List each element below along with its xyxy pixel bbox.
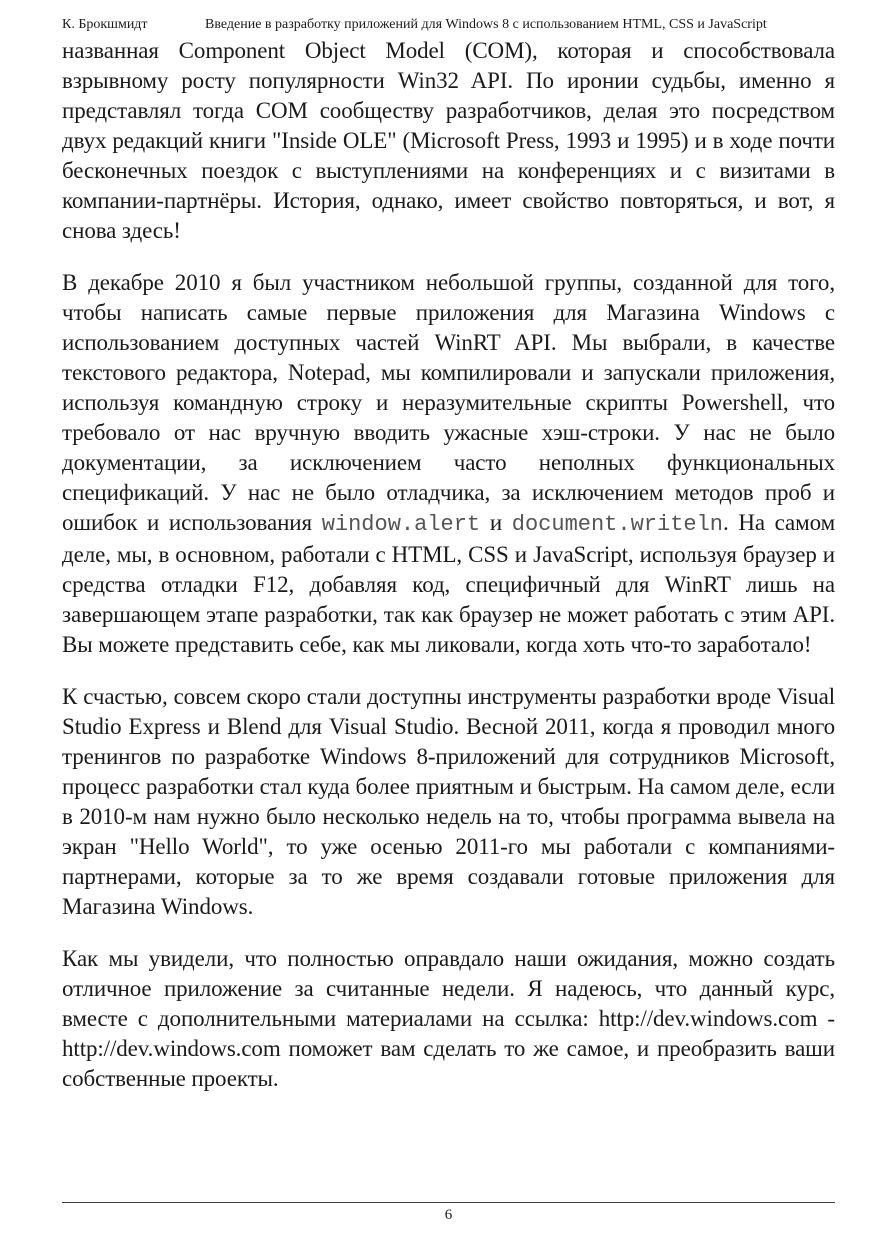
paragraph-tools-2011: К счастью, совсем скоро стали доступны инструменты разработки вроде Visual Studio Express и Blend для Visual Studio. Весной 2011, когда я проводил много тренингов по разработке Windows 8-приложений для сотрудников Microsoft, процесс разработки стал куда более приятным и быстрым. На самом деле, если в 2010-м нам нужно было несколько недель на то, чтобы программа вывела на экран "Hello World", то уже осенью 2011-го мы работали с компаниями-партнерами, которые за то же время создавали готовые приложения для Магазина Windows. xyxy=(62,684,835,919)
header-book-title: Введение в разработку приложений для Windows 8 с использованием HTML, CSS и JavaScript xyxy=(205,17,767,32)
paragraph-december-2010 xyxy=(62,268,835,660)
paragraph-conclusion: Как мы увидели, что полностью оправдало наши ожидания, можно создать отличное приложение за считанные недели. Я надеюсь, что данный курс, вместе с дополнительными материалами на ссылка: http://dev.windows.com - http://dev.windows.com поможет вам сделать то же самое, и преобразить ваши собственные проекты. xyxy=(62,946,835,1091)
paragraph-text: . На самом деле, мы, в основном, работали с HTML, CSS и JavaScript, используя браузер и средства отладки F12, добавляя код, специфичный для WinRT лишь на завершающем этапе разработки, так как браузер не может работать с этим API. Вы можете представить себе, как мы ликовали, когда хоть что-то заработало! xyxy=(62,510,836,657)
footer-divider xyxy=(62,1202,835,1203)
conjunction-text: и xyxy=(489,510,503,535)
paragraph-text: В декабре 2010 я был участником небольшой группы, созданной для того, чтобы написать самые первые приложения для Магазина Windows с использованием доступных частей WinRT API. Мы выбрали, в качестве текстового редактора, Notepad, мы компилировали и запускали приложения, используя командную строку и неразумительные скрипты Powershell, что требовало от нас вручную вводить ужасные хэш-строки. У нас не было документации, за исключением часто неполных функциональных спецификаций. У нас не было отладчика, за исключением методов проб и ошибок и использования xyxy=(62,270,835,535)
page-number: 6 xyxy=(444,1207,453,1223)
page-body xyxy=(62,36,835,1116)
header-author: К. Брокшмидт xyxy=(62,17,148,32)
code-window-alert: window.alert xyxy=(321,512,481,537)
paragraph-com-history: названная Component Object Model (COM), которая и способствовала взрывному росту популярности Win32 API. По иронии судьбы, именно я представлял тогда COM сообществу разработчиков, делая это посредством двух редакций книги "Inside OLE" (Microsoft Press, 1993 и 1995) и в ходе почти бесконечных поездок с выступлениями на конференциях и с визитами в компании-партнёры. История, однако, имеет свойство повторяться, и вот, я снова здесь! xyxy=(62,38,835,243)
running-header xyxy=(62,14,835,36)
code-document-writeln: document.writeln xyxy=(511,512,723,537)
